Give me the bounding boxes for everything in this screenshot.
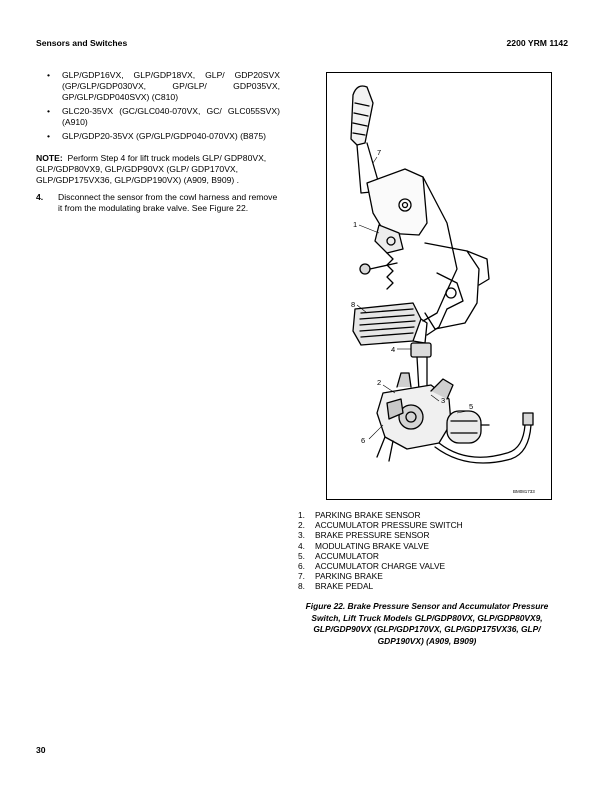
list-item: • GLC20-35VX (GC/GLC040-070VX, GC/ GLC055SVX) (A910) xyxy=(36,106,280,128)
callout-6: 6 xyxy=(361,436,366,445)
note-label: NOTE: xyxy=(36,153,63,163)
callout-4: 4 xyxy=(391,345,396,354)
step-4 xyxy=(36,192,280,214)
note xyxy=(36,153,280,186)
step-text: Disconnect the sensor from the cowl harness and remove it from the modulating brake valve. See Figure 22. xyxy=(58,192,278,213)
section-title: Sensors and Switches xyxy=(36,38,128,48)
callout-7: 7 xyxy=(377,148,382,157)
note-text: Perform Step 4 for lift truck models GLP/ GDP80VX, GLP/GDP80VX9, GLP/GDP90VX (GLP/ GDP170VX, GLP/GDP175VX36, GLP/GDP190VX) (A909, B909) . xyxy=(36,153,267,185)
figure-22 xyxy=(326,72,552,500)
callout-8: 8 xyxy=(351,300,356,309)
list-item: 1. PARKING BRAKE SENSOR xyxy=(298,510,421,520)
figure-legend xyxy=(298,510,463,592)
list-item: 8. BRAKE PEDAL xyxy=(298,581,374,592)
figure-caption: Figure 22. Brake Pressure Sensor and Accumulator Pressure Switch, Lift Truck Models GLP/GDP80VX, GLP/GDP80VX9, GLP/GDP90VX (GLP/GDP170VX, GLP/GDP175VX36, GLP/ GDP190VX) (A909, B909) xyxy=(305,601,549,646)
callout-3: 3 xyxy=(441,396,446,405)
list-item: • GLP/GDP16VX, GLP/GDP18VX, GLP/ GDP20SVX (GP/GLP/GDP030VX, GP/GLP/ GDP035VX, GP/GLP/GDP040SVX) (C810) xyxy=(36,70,280,103)
model-list xyxy=(36,70,280,142)
step-number: 4. xyxy=(36,192,44,202)
document-number: 2200 YRM 1142 xyxy=(506,38,568,48)
callout-5: 5 xyxy=(469,402,474,411)
callout-1: 1 xyxy=(353,220,358,229)
left-column xyxy=(36,70,280,214)
list-item: 4. MODULATING BRAKE VALVE xyxy=(298,540,430,551)
list-item: 7. PARKING BRAKE xyxy=(298,571,383,582)
list-item: 3. BRAKE PRESSURE SENSOR xyxy=(298,530,430,541)
brake-assembly-illustration xyxy=(327,73,553,501)
list-item: • GLP/GDP20-35VX (GP/GLP/GDP040-070VX) (B875) xyxy=(36,131,280,142)
list-item: 5. ACCUMULATOR xyxy=(298,550,379,561)
list-item: 6. ACCUMULATOR CHARGE VALVE xyxy=(298,561,446,572)
callout-2: 2 xyxy=(377,378,382,387)
page-number: 30 xyxy=(36,745,46,755)
list-item: 2. ACCUMULATOR PRESSURE SWITCH xyxy=(298,520,463,531)
figure-id: BM081733 xyxy=(513,489,535,494)
